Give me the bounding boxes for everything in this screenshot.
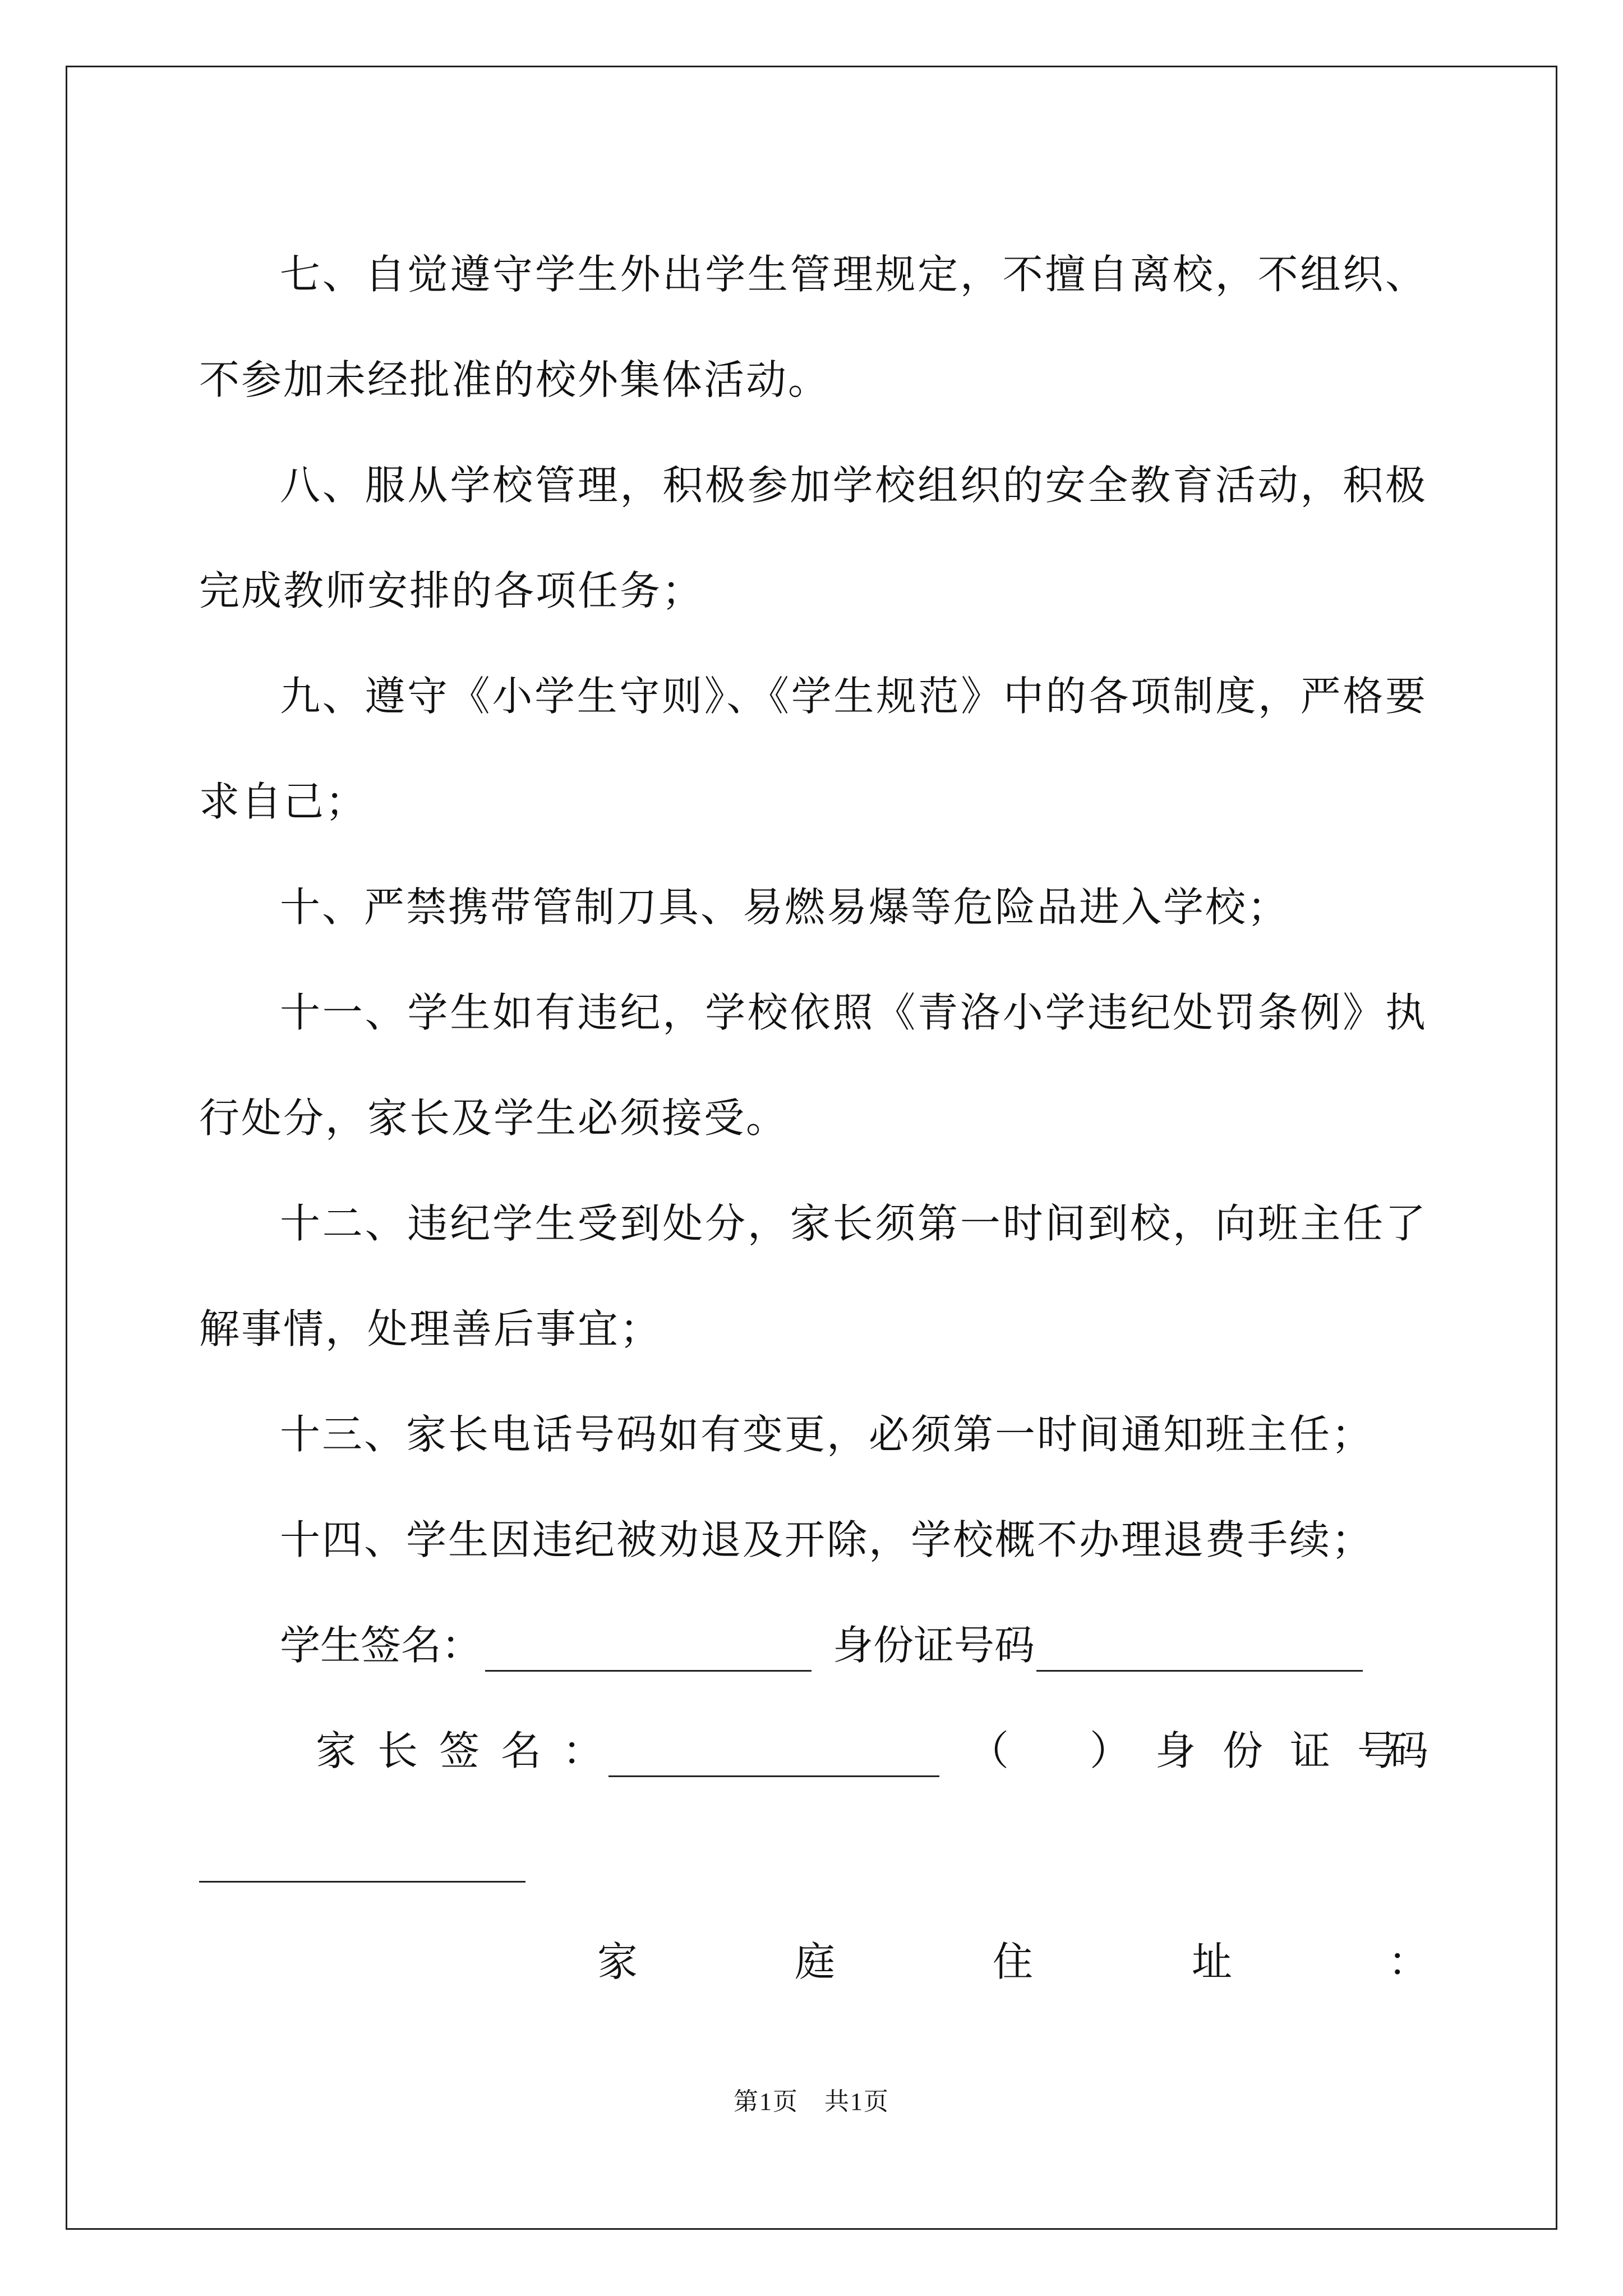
address-label-char: 庭 bbox=[795, 1938, 836, 1985]
parent-relation-paren[interactable]: （ ） bbox=[969, 1727, 1131, 1774]
document-body bbox=[199, 222, 1427, 2014]
parent-signature-field[interactable] bbox=[608, 1742, 939, 1777]
parent-id-char: 身 bbox=[1155, 1727, 1196, 1774]
clause-12: 十二、违纪学生受到处分，家长须第一时间到校，向班主任了解事情，处理善后事宜； bbox=[199, 1200, 1427, 1352]
student-signature-row bbox=[199, 1593, 1427, 1698]
clause-7: 七、自觉遵守学生外出学生管理规定，不擅自离校，不组织、不参加未经批准的校外集体活动。 bbox=[199, 251, 1427, 403]
parent-label-char: 家 bbox=[316, 1727, 357, 1774]
clause-9: 九、遵守《小学生守则》、《学生规范》中的各项制度，严格要求自己； bbox=[199, 673, 1427, 825]
clause-11: 十一、学生如有违纪，学校依照《青洛小学违纪处罚条例》执行处分，家长及学生必须接受。 bbox=[199, 989, 1427, 1142]
clause-14: 十四、学生因违纪被劝退及开除，学校概不办理退费手续； bbox=[280, 1516, 1374, 1563]
parent-label-char: ： bbox=[562, 1727, 603, 1774]
parent-id-char: 码 bbox=[1388, 1727, 1429, 1774]
student-id-label: 身份证号码 bbox=[833, 1622, 1035, 1669]
page-number: 第1页 共1页 bbox=[734, 2088, 889, 2115]
student-id-field[interactable] bbox=[1036, 1636, 1363, 1672]
address-label-char: ： bbox=[1388, 1938, 1429, 1985]
student-signature-field[interactable] bbox=[485, 1636, 811, 1672]
parent-id-char: 份 bbox=[1223, 1727, 1264, 1774]
parent-id-char: 证 bbox=[1290, 1727, 1331, 1774]
parent-label-char: 长 bbox=[377, 1727, 418, 1774]
parent-label-char: 名 bbox=[501, 1727, 542, 1774]
parent-signature-row bbox=[199, 1698, 1427, 1803]
parent-id-char: 号 bbox=[1357, 1727, 1398, 1774]
address-row bbox=[199, 1909, 1427, 2014]
address-label-char: 址 bbox=[1192, 1938, 1233, 1985]
address-label-char: 住 bbox=[993, 1938, 1034, 1985]
student-signature-label: 学生签名： bbox=[280, 1622, 482, 1669]
clause-8: 八、服从学校管理，积极参加学校组织的安全教育活动，积极完成教师安排的各项任务； bbox=[199, 462, 1427, 614]
clause-10: 十、严禁携带管制刀具、易燃易爆等危险品进入学校； bbox=[280, 884, 1290, 931]
parent-id-row bbox=[199, 1803, 1427, 1909]
address-label-char: 家 bbox=[597, 1938, 638, 1985]
clause-13: 十三、家长电话号码如有变更，必须第一时间通知班主任； bbox=[280, 1411, 1374, 1458]
parent-label-char: 签 bbox=[439, 1727, 480, 1774]
parent-id-field[interactable] bbox=[199, 1847, 525, 1883]
